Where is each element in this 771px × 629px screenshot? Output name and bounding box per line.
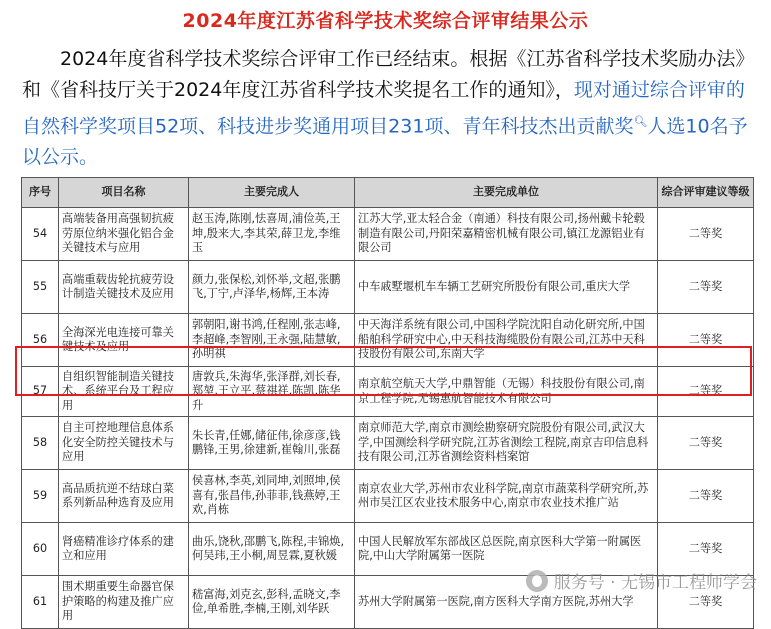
row-people: 曲乐,饶秋,邵鹏飞,陈程,丰锦焕,何吴玮,王小桐,周昱霖,夏秋媛 xyxy=(189,523,355,576)
intro-link-tail[interactable]: 人选10名予以公示。 xyxy=(22,115,748,169)
row-people: 朱长青,任娜,储征伟,徐彦彦,钱鹏锋,王男,徐建新,崔翰川,张磊 xyxy=(189,417,355,470)
row-project-name: 高端装备用高强韧抗疲劳原位纳米强化铝合金关键技术与应用 xyxy=(59,208,189,261)
row-project-name: 高端重载齿轮抗疲劳设计制造关键技术及应用 xyxy=(59,261,189,314)
row-project-name: 自组织智能制造关键技术、系统平台及工程应用 xyxy=(59,367,189,417)
row-index: 58 xyxy=(22,417,59,470)
table-row xyxy=(22,261,754,314)
row-grade: 二等奖 xyxy=(658,523,754,576)
wechat-logo-icon xyxy=(526,570,548,592)
row-units: 中国人民解放军东部战区总医院,南京医科大学第一附属医院,中山大学附属第一医院 xyxy=(355,523,658,576)
row-index: 59 xyxy=(22,470,59,523)
row-index: 60 xyxy=(22,523,59,576)
col-header-units: 主要完成单位 xyxy=(355,178,658,208)
row-units: 南京农业大学,苏州市农业科学院,南京市蔬菜科学研究所,苏州市吴江区农业技术服务中心,南京市农业技术推广站 xyxy=(355,470,658,523)
col-header-people: 主要完成人 xyxy=(189,178,355,208)
row-people: 嵇富海,刘克玄,彭科,孟晓文,李俭,单希胜,李楠,王刚,刘华跃 xyxy=(189,576,355,629)
results-table xyxy=(21,177,754,629)
search-icon[interactable]: 🔍︎ xyxy=(633,115,648,128)
row-people: 颜力,张保松,刘怀举,文超,张鹏飞,丁宁,卢泽华,杨辉,王本涛 xyxy=(189,261,355,314)
row-people: 侯喜林,李英,刘同坤,刘照坤,侯喜有,张昌伟,孙菲菲,钱燕婷,王欢,肖栋 xyxy=(189,470,355,523)
intro-text: 2024年度省科学技术奖综合评审工作已经结束。根据《江苏省科学技术奖励办法》和《省科技厅关于2024年度江苏省科学技术奖提名工作的通知》， xyxy=(22,48,745,101)
row-index: 57 xyxy=(22,367,59,417)
row-index: 54 xyxy=(22,208,59,261)
intro-paragraph xyxy=(22,44,750,173)
row-grade: 二等奖 xyxy=(658,470,754,523)
col-header-name: 项目名称 xyxy=(59,178,189,208)
row-units: 南京师范大学,南京市测绘勘察研究院股份有限公司,武汉大学,中国测绘科学研究院,江苏省测绘工程院,南京吉印信息科技有限公司,江苏省测绘资料档案馆 xyxy=(355,417,658,470)
table-row xyxy=(22,367,754,417)
row-grade: 二等奖 xyxy=(658,576,754,629)
row-people: 郭朝阳,谢书鸿,任程刚,张志峰,李超峰,李智刚,王永强,陆慧敏,孙明祺 xyxy=(189,314,355,367)
row-project-name: 围术期重要生命器官保护策略的构建及推广应用 xyxy=(59,576,189,629)
row-units: 江苏大学,亚太轻合金（南通）科技有限公司,扬州戴卡轮毂制造有限公司,丹阳荣嘉精密机械有限公司,镇江龙源铝业有限公司 xyxy=(355,208,658,261)
row-grade: 二等奖 xyxy=(658,417,754,470)
table-header-row xyxy=(22,178,754,208)
table-row xyxy=(22,417,754,470)
table-row xyxy=(22,470,754,523)
row-people: 唐敦兵,朱海华,张泽群,刘长春,郑堃,王立平,蔡祺祥,陈凯,陈华升 xyxy=(189,367,355,417)
row-units: 中天海洋系统有限公司,中国科学院沈阳自动化研究所,中国船舶科学研究中心,中天科技海缆股份有限公司,江苏中天科技股份有限公司,东南大学 xyxy=(355,314,658,367)
row-index: 61 xyxy=(22,576,59,629)
row-units: 中车戚墅堰机车车辆工艺研究所股份有限公司,重庆大学 xyxy=(355,261,658,314)
row-grade: 二等奖 xyxy=(658,261,754,314)
row-grade: 二等奖 xyxy=(658,314,754,367)
row-grade: 二等奖 xyxy=(658,208,754,261)
watermark-text: 服务号 · 无锡市工程师学会 xyxy=(553,573,757,593)
table-row xyxy=(22,314,754,367)
row-project-name: 高品质抗逆不结球白菜系列新品种选育及应用 xyxy=(59,470,189,523)
row-units: 苏州大学附属第一医院,南方医科大学南方医院,苏州大学 xyxy=(355,576,658,629)
row-project-name: 肾癌精准诊疗体系的建立和应用 xyxy=(59,523,189,576)
col-header-index: 序号 xyxy=(22,178,59,208)
row-index: 55 xyxy=(22,261,59,314)
row-grade: 二等奖 xyxy=(658,367,754,417)
row-people: 赵玉涛,陈刚,怯喜周,浦俭英,王坤,殷来大,李其荣,薛卫龙,李维玉 xyxy=(189,208,355,261)
page-title: 2024年度江苏省科学技术奖综合评审结果公示 xyxy=(182,10,589,32)
row-index: 56 xyxy=(22,314,59,367)
watermark xyxy=(526,568,757,593)
col-header-grade: 综合评审建议等级 xyxy=(658,178,754,208)
row-project-name: 自主可控地理信息体系化安全防控关键技术与应用 xyxy=(59,417,189,470)
row-project-name: 全海深光电连接可靠关键技术及应用 xyxy=(59,314,189,367)
row-units: 南京航空航天大学,中鼎智能（无锡）科技股份有限公司,南京工程学院,无锡惠航智能技术有限公司 xyxy=(355,367,658,417)
intro-link[interactable]: 现对通过综合评审的自然科学奖项目52项、科技进步奖通用项目231项、青年科技杰出贡献奖 xyxy=(22,79,745,138)
table-row xyxy=(22,208,754,261)
